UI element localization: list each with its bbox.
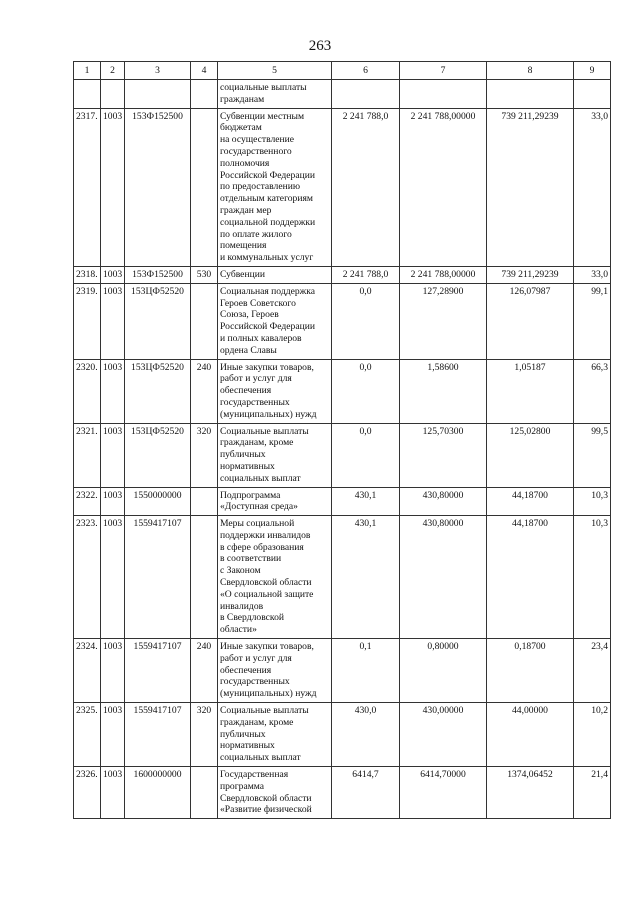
row-number: 2322.	[74, 487, 101, 516]
table-row	[74, 767, 611, 819]
header-cell: 9	[574, 62, 611, 80]
executed-amount	[487, 80, 574, 109]
target-code: 1559417107	[125, 516, 191, 639]
planned-amount: 127,28900	[400, 283, 487, 359]
row-number: 2318.	[74, 266, 101, 283]
approved-amount: 2 241 788,0	[332, 108, 400, 266]
row-number: 2317.	[74, 108, 101, 266]
executed-amount: 1,05187	[487, 359, 574, 423]
table-row	[74, 80, 611, 109]
item-description: Субвенции	[218, 266, 332, 283]
planned-amount: 430,80000	[400, 516, 487, 639]
executed-amount: 44,00000	[487, 703, 574, 767]
table-row	[74, 516, 611, 639]
executed-amount: 125,02800	[487, 423, 574, 487]
expense-type: 240	[191, 359, 218, 423]
expense-type: 240	[191, 639, 218, 703]
target-code: 1559417107	[125, 639, 191, 703]
executed-amount: 739 211,29239	[487, 266, 574, 283]
row-number: 2323.	[74, 516, 101, 639]
approved-amount: 0,0	[332, 283, 400, 359]
expense-type: 320	[191, 703, 218, 767]
item-description: Иные закупки товаров, работ и услуг для обеспечения государственных (муниципальных) нужд	[218, 359, 332, 423]
expense-type	[191, 80, 218, 109]
expense-type	[191, 283, 218, 359]
header-cell: 1	[74, 62, 101, 80]
approved-amount: 0,0	[332, 423, 400, 487]
item-description: Субвенции местным бюджетам на осуществление государственного полномочия Российской Федерации по предоставлению отдельным категориям граждан мер социальной поддержки по оплате жилого помещения и коммунальных услуг	[218, 108, 332, 266]
item-description: Социальные выплаты гражданам, кроме публичных нормативных социальных выплат	[218, 423, 332, 487]
approved-amount: 430,1	[332, 487, 400, 516]
table-row	[74, 359, 611, 423]
expense-type	[191, 108, 218, 266]
planned-amount: 430,00000	[400, 703, 487, 767]
table-row	[74, 639, 611, 703]
section-code: 1003	[101, 639, 125, 703]
item-description: Подпрограмма «Доступная среда»	[218, 487, 332, 516]
executed-amount: 126,07987	[487, 283, 574, 359]
page-number: 263	[308, 38, 332, 54]
execution-percent: 66,3	[574, 359, 611, 423]
target-code: 153Ф152500	[125, 108, 191, 266]
execution-percent: 23,4	[574, 639, 611, 703]
section-code: 1003	[101, 423, 125, 487]
approved-amount: 0,1	[332, 639, 400, 703]
execution-percent: 10,2	[574, 703, 611, 767]
execution-percent: 33,0	[574, 108, 611, 266]
item-description: социальные выплаты гражданам	[218, 80, 332, 109]
header-cell: 5	[218, 62, 332, 80]
planned-amount: 2 241 788,00000	[400, 266, 487, 283]
executed-amount: 0,18700	[487, 639, 574, 703]
header-cell: 7	[400, 62, 487, 80]
execution-percent: 21,4	[574, 767, 611, 819]
budget-table	[73, 61, 611, 819]
execution-percent: 99,5	[574, 423, 611, 487]
section-code: 1003	[101, 283, 125, 359]
item-description: Государственная программа Свердловской области «Развитие физической	[218, 767, 332, 819]
table-row	[74, 487, 611, 516]
row-number: 2320.	[74, 359, 101, 423]
table-row	[74, 283, 611, 359]
execution-percent: 10,3	[574, 487, 611, 516]
section-code: 1003	[101, 487, 125, 516]
target-code: 153Ф152500	[125, 266, 191, 283]
planned-amount: 2 241 788,00000	[400, 108, 487, 266]
approved-amount: 430,1	[332, 516, 400, 639]
header-cell: 4	[191, 62, 218, 80]
target-code: 1559417107	[125, 703, 191, 767]
approved-amount	[332, 80, 400, 109]
item-description: Иные закупки товаров, работ и услуг для обеспечения государственных (муниципальных) нужд	[218, 639, 332, 703]
approved-amount: 0,0	[332, 359, 400, 423]
section-code: 1003	[101, 516, 125, 639]
header-cell: 6	[332, 62, 400, 80]
planned-amount: 1,58600	[400, 359, 487, 423]
item-description: Меры социальной поддержки инвалидов в сфере образования в соответствии с Законом Свердловской области «О социальной защите инвалидов в Свердловской области»	[218, 516, 332, 639]
section-code: 1003	[101, 767, 125, 819]
expense-type: 320	[191, 423, 218, 487]
header-cell: 3	[125, 62, 191, 80]
planned-amount: 430,80000	[400, 487, 487, 516]
approved-amount: 430,0	[332, 703, 400, 767]
expense-type	[191, 487, 218, 516]
target-code: 153ЦФ52520	[125, 283, 191, 359]
execution-percent: 99,1	[574, 283, 611, 359]
table-row	[74, 423, 611, 487]
target-code: 1600000000	[125, 767, 191, 819]
execution-percent: 10,3	[574, 516, 611, 639]
table-row	[74, 108, 611, 266]
row-number: 2326.	[74, 767, 101, 819]
section-code: 1003	[101, 266, 125, 283]
row-number: 2324.	[74, 639, 101, 703]
planned-amount: 0,80000	[400, 639, 487, 703]
execution-percent	[574, 80, 611, 109]
table-row	[74, 703, 611, 767]
target-code: 153ЦФ52520	[125, 359, 191, 423]
section-code: 1003	[101, 703, 125, 767]
row-number: 2321.	[74, 423, 101, 487]
section-code: 1003	[101, 359, 125, 423]
planned-amount: 125,70300	[400, 423, 487, 487]
target-code: 1550000000	[125, 487, 191, 516]
expense-type	[191, 516, 218, 639]
header-cell: 8	[487, 62, 574, 80]
approved-amount: 6414,7	[332, 767, 400, 819]
target-code	[125, 80, 191, 109]
row-number: 2319.	[74, 283, 101, 359]
table-row	[74, 266, 611, 283]
header-row	[74, 62, 611, 80]
planned-amount: 6414,70000	[400, 767, 487, 819]
header-cell: 2	[101, 62, 125, 80]
section-code: 1003	[101, 108, 125, 266]
expense-type: 530	[191, 266, 218, 283]
item-description: Социальные выплаты гражданам, кроме публичных нормативных социальных выплат	[218, 703, 332, 767]
row-number	[74, 80, 101, 109]
target-code: 153ЦФ52520	[125, 423, 191, 487]
planned-amount	[400, 80, 487, 109]
execution-percent: 33,0	[574, 266, 611, 283]
section-code	[101, 80, 125, 109]
executed-amount: 44,18700	[487, 516, 574, 639]
executed-amount: 1374,06452	[487, 767, 574, 819]
approved-amount: 2 241 788,0	[332, 266, 400, 283]
executed-amount: 739 211,29239	[487, 108, 574, 266]
executed-amount: 44,18700	[487, 487, 574, 516]
expense-type	[191, 767, 218, 819]
item-description: Социальная поддержка Героев Советского Союза, Героев Российской Федерации и полных кавалеров ордена Славы	[218, 283, 332, 359]
row-number: 2325.	[74, 703, 101, 767]
